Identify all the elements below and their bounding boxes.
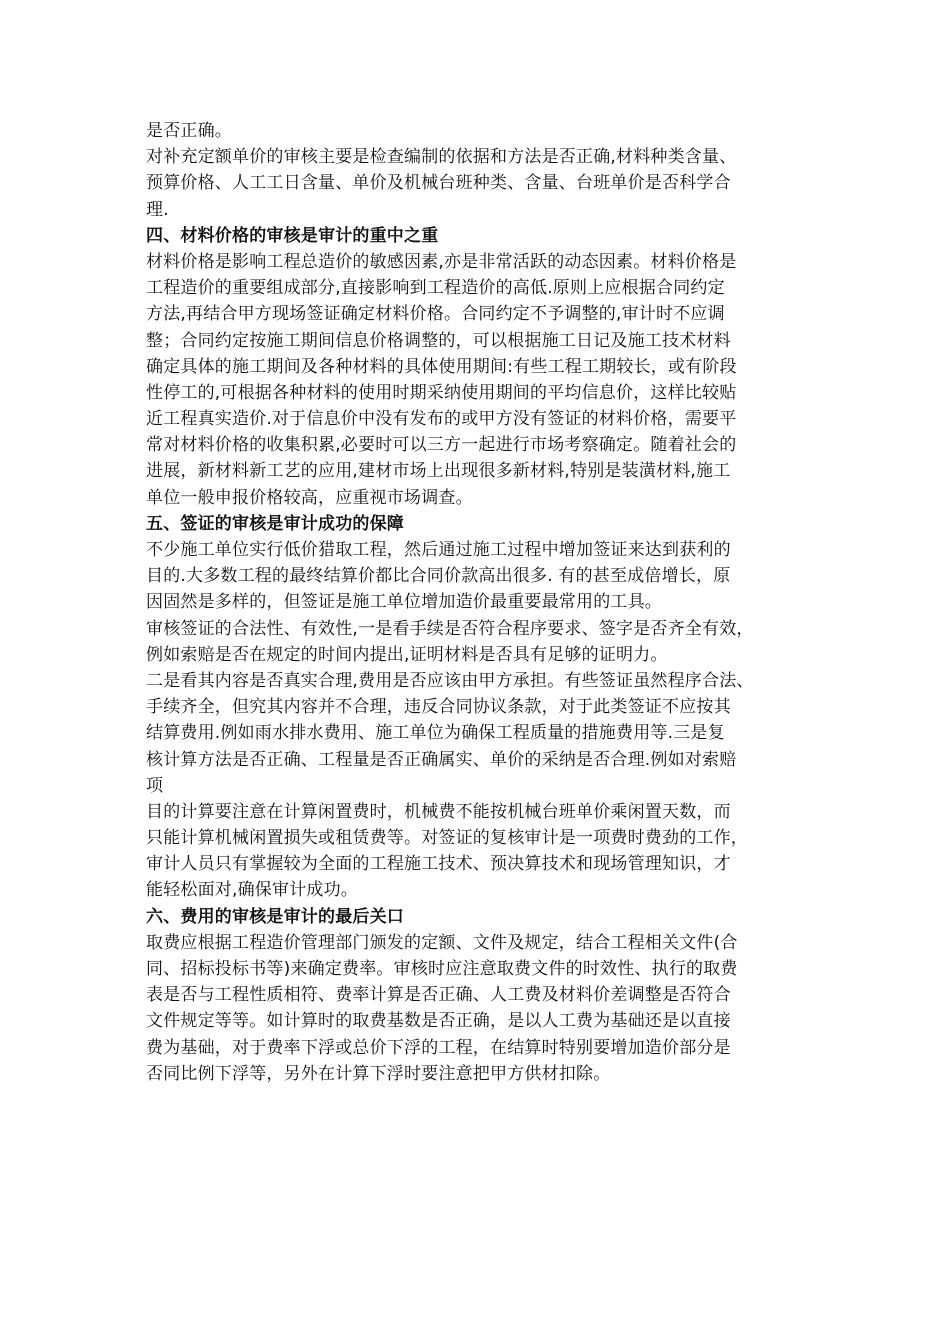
paragraph-line: 只能计算机械闲置损失或租赁费等。对签证的复核审计是一项费时费劲的工作， xyxy=(146,828,748,849)
paragraph-line: 项 xyxy=(146,775,164,796)
paragraph-line: 表是否与工程性质相符、费率计算是否正确、人工费及材料价差调整是否符合 xyxy=(146,985,731,1006)
paragraph-line: 工程造价的重要组成部分,直接影响到工程造价的高低.原则上应根据合同约定 xyxy=(146,278,725,299)
paragraph-line: 取费应根据工程造价管理部门颁发的定额、文件及规定，结合工程相关文件(合 xyxy=(146,932,738,953)
paragraph-line: 审计人员只有掌握较为全面的工程施工技术、预决算技术和现场管理知识，才 xyxy=(146,854,731,875)
paragraph-line: 目的.大多数工程的最终结算价都比合同价款高出很多. 有的甚至成倍增长，原 xyxy=(146,566,731,587)
paragraph-line: 结算费用.例如雨水排水费用、施工单位为确保工程质量的措施费用等.三是复 xyxy=(146,723,725,744)
paragraph-line: 预算价格、人工工日含量、单价及机械台班种类、含量、台班单价是否科学合 xyxy=(146,173,731,194)
section-heading: 四、材料价格的审核是审计的重中之重 xyxy=(146,225,439,246)
paragraph-line: 文件规定等等。如计算时的取费基数是否正确，是以人工费为基础还是以直接 xyxy=(146,1011,731,1032)
paragraph-line: 方法,再结合甲方现场签证确定材料价格。合同约定不予调整的,审计时不应调 xyxy=(146,304,725,325)
paragraph-line: 否同比例下浮等，另外在计算下浮时要注意把甲方供材扣除。 xyxy=(146,1063,611,1084)
paragraph-line: 对补充定额单价的审核主要是检查编制的依据和方法是否正确,材料种类含量、 xyxy=(146,147,737,168)
paragraph-line: 二是看其内容是否真实合理,费用是否应该由甲方承担。有些签证虽然程序合法、 xyxy=(146,670,754,691)
paragraph-line: 单位一般申报价格较高，应重视市场调查。 xyxy=(146,487,473,508)
paragraph-line: 常对材料价格的收集积累,必要时可以三方一起进行市场考察确定。随着社会的 xyxy=(146,435,737,456)
paragraph-line: 材料价格是影响工程总造价的敏感因素,亦是非常活跃的动态因素。材料价格是 xyxy=(146,251,737,272)
paragraph-line: 手续齐全，但究其内容并不合理，违反合同协议条款，对于此类签证不应按其 xyxy=(146,697,731,718)
paragraph-line: 同、招标投标书等)来确定费率。审核时应注意取费文件的时效性、执行的取费 xyxy=(146,959,738,979)
section-heading: 五、签证的审核是审计成功的保障 xyxy=(146,513,404,534)
paragraph-line: 是否正确。 xyxy=(146,121,232,141)
paragraph-line: 理. xyxy=(146,199,169,220)
paragraph-line: 确定具体的施工期间及各种材料的具体使用期间:有些工程工期较长，或有阶段 xyxy=(146,356,737,377)
paragraph-line: 因固然是多样的，但签证是施工单位增加造价最重要最常用的工具。 xyxy=(146,592,662,613)
paragraph-line: 目的计算要注意在计算闲置费时，机械费不能按机械台班单价乘闲置天数，而 xyxy=(146,801,731,822)
paragraph-line: 核计算方法是否正确、工程量是否正确属实、单价的采纳是否合理.例如对索赔 xyxy=(146,749,737,770)
paragraph-line: 整；合同约定按施工期间信息价格调整的，可以根据施工日记及施工技术材料 xyxy=(146,330,731,351)
section-heading: 六、费用的审核是审计的最后关口 xyxy=(146,906,404,927)
paragraph-line: 费为基础，对于费率下浮或总价下浮的工程，在结算时特别要增加造价部分是 xyxy=(146,1037,731,1058)
paragraph-line: 进展，新材料新工艺的应用,建材市场上出现很多新材料,特别是装潢材料,施工 xyxy=(146,461,731,482)
document-body xyxy=(146,118,818,1087)
paragraph-line: 例如索赔是否在规定的时间内提出,证明材料是否具有足够的证明力。 xyxy=(146,644,668,665)
paragraph-line: 不少施工单位实行低价猎取工程，然后通过施工过程中增加签证来达到获利的 xyxy=(146,540,731,560)
paragraph-line: 审核签证的合法性、有效性,一是看手续是否符合程序要求、签字是否齐全有效， xyxy=(146,618,754,639)
paragraph-line: 近工程真实造价.对于信息价中没有发布的或甲方没有签证的材料价格，需要平 xyxy=(146,409,737,430)
paragraph-line: 性停工的,可根据各种材料的使用时期采纳使用期间的平均信息价，这样比较贴 xyxy=(146,382,737,403)
paragraph-line: 能轻松面对,确保审计成功。 xyxy=(146,880,359,901)
